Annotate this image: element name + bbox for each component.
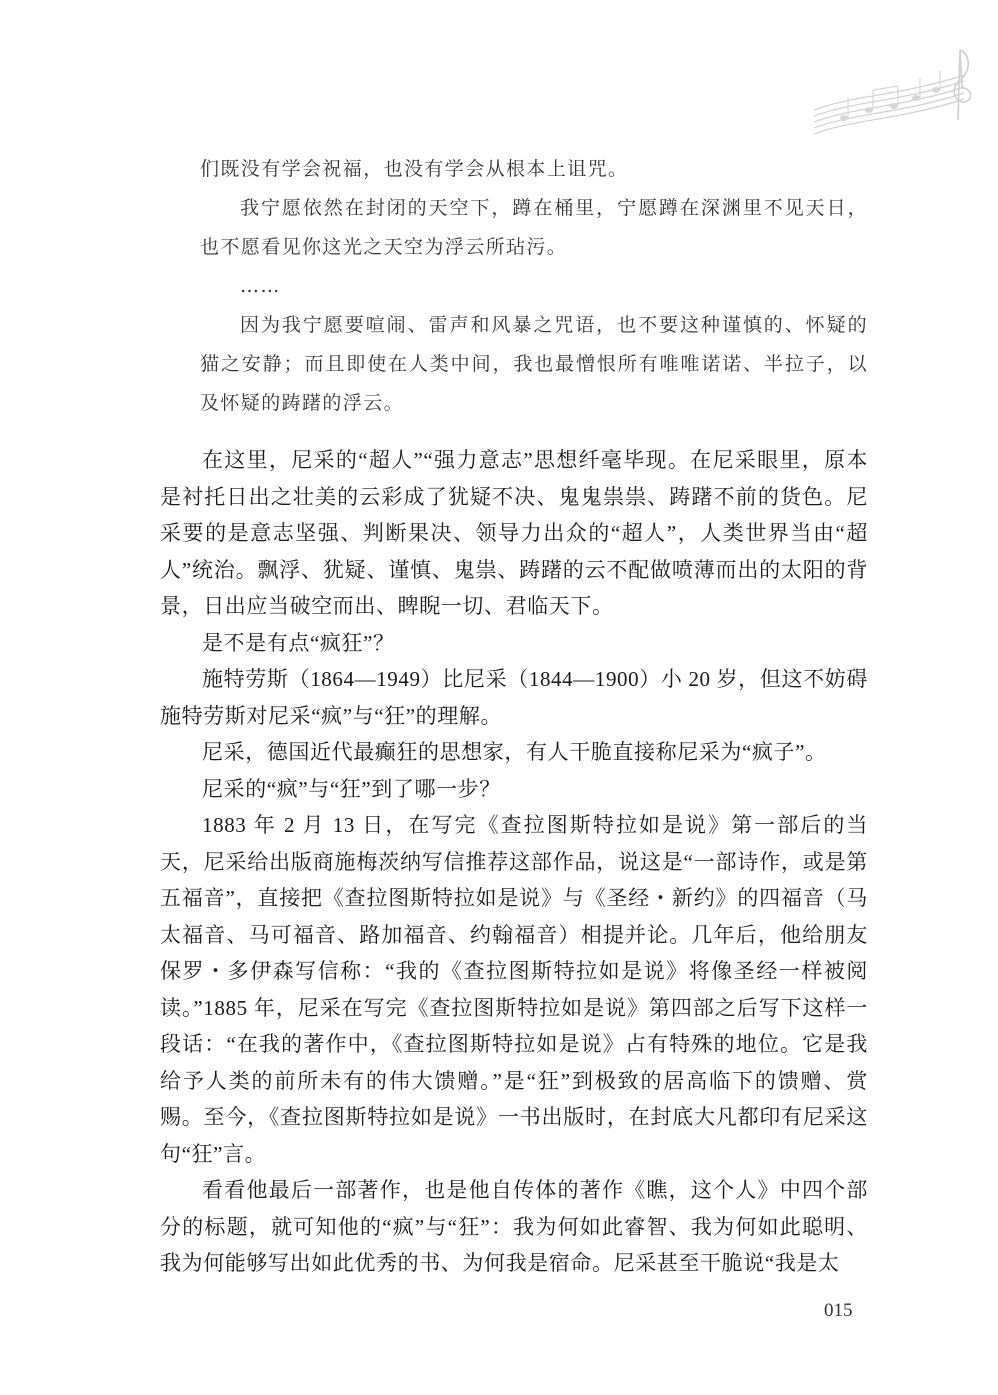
quote-paragraph: 因为我宁愿要喧闹、雷声和风暴之咒语，也不要这种谨慎的、怀疑的猫之安静；而且即使在人类中间，我也最憎恨所有唯唯诺诺、半拉子，以及怀疑的踌躇的浮云。 [200, 314, 868, 414]
body-paragraph: 尼采，德国近代最癫狂的思想家，有人干脆直接称尼采为“疯子”。 [202, 740, 827, 764]
body-paragraph: 在这里，尼采的“超人”“强力意志”思想纤毫毕现。在尼采眼里，原本是衬托日出之壮美的云彩成了犹疑不决、鬼鬼祟祟、踌躇不前的货色。尼采要的是意志坚强、判断果决、领导力出众的“超人”，人类世界当由“超人”统治。飘浮、犹疑、谨慎、鬼祟、踌躇的云不配做喷薄而出的太阳的背景，日出应当破空而出、睥睨一切、君临天下。 [160, 448, 868, 618]
page-number: 015 [824, 1300, 853, 1321]
quote-paragraph: 们既没有学会祝福，也没有学会从根本上诅咒。 [200, 158, 629, 180]
body-paragraph: 尼采的“疯”与“狂”到了哪一步？ [202, 776, 501, 801]
body-paragraph: 施特劳斯（1864—1949）比尼采（1844—1900）小 20 岁，但这不妨碍施特劳斯对尼采“疯”与“狂”的理解。 [160, 667, 868, 728]
body-paragraph: 是不是有点“疯狂”？ [202, 630, 395, 655]
body-text [160, 442, 868, 1282]
music-staff-icon [814, 40, 974, 150]
block-quote [200, 150, 868, 423]
quote-paragraph: 我宁愿依然在封闭的天空下，蹲在桶里，宁愿蹲在深渊里不见天日，也不愿看见你这光之天空为浮云所玷污。 [200, 197, 868, 258]
body-paragraph: 1883 年 2 月 13 日，在写完《查拉图斯特拉如是说》第一部后的当天，尼采给出版商施梅茨纳写信推荐这部作品，说这是“一部诗作，或是第五福音”，直接把《查拉图斯特拉如是说》与《圣经・新约》的四福音（马太福音、马可福音、路加福音、约翰福音）相提并论。几年后，他给朋友保罗・多伊森写信称：“我的《查拉图斯特拉如是说》将像圣经一样被阅读。”1885 年，尼采在写完《查拉图斯特拉如是说》第四部之后写下这样一段话：“在我的著作中，《查拉图斯特拉如是说》占有特殊的地位。它是我给予人类的前所未有的伟大馈赠。”是“狂”到极致的居高临下的馈赠、赏赐。至今，《查拉图斯特拉如是说》一书出版时，在封底大凡都印有尼采这句“狂”言。 [160, 813, 868, 1166]
body-paragraph: 看看他最后一部著作，也是他自传体的著作《瞧，这个人》中四个部分的标题，就可知他的“疯”与“狂”：我为何如此睿智、我为何如此聪明、我为何能够写出如此优秀的书、为何我是宿命。尼采甚至干脆说“我是太 [160, 1178, 868, 1275]
quote-ellipsis: …… [240, 275, 281, 297]
